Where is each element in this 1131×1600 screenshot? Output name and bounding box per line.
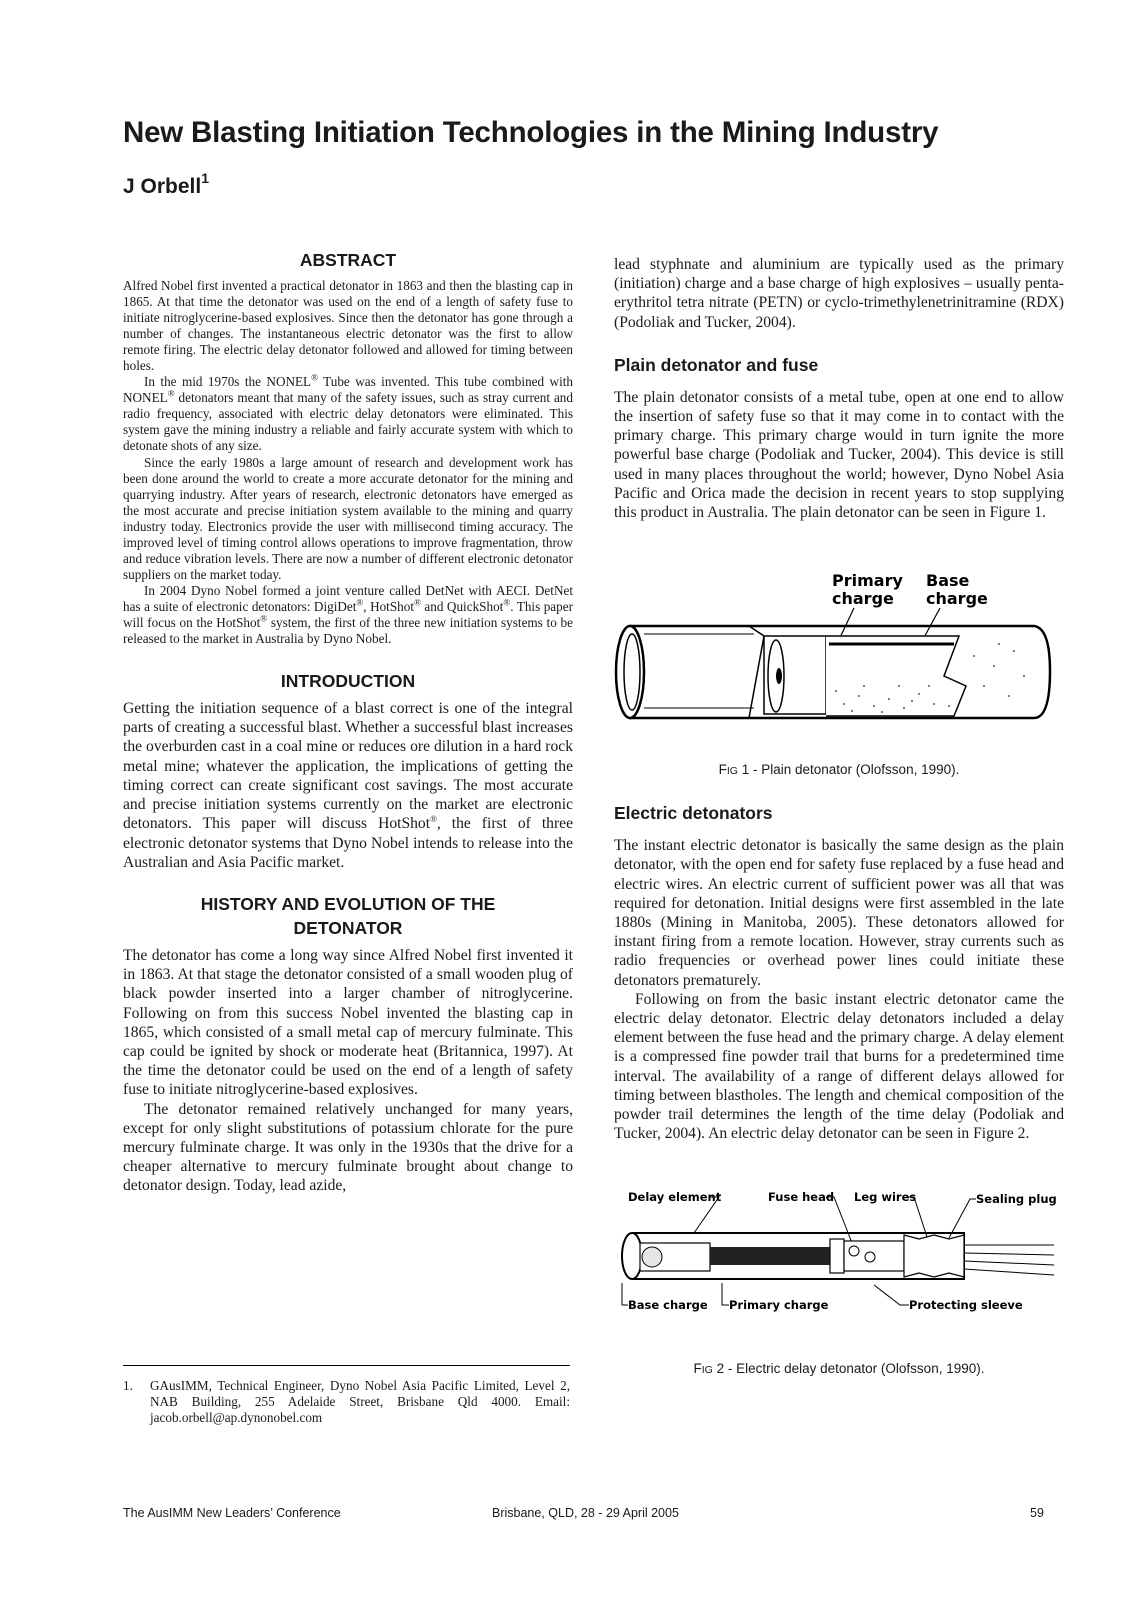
abstract-paragraph: In the mid 1970s the NONEL® Tube was invented. This tube combined with NONEL® detonators meant that many of the safety issues, such as stray current and radio frequency, associated with electric delay detonators were eliminated. This system gave the mining industry a reliable and fairly accurate system with which to detonate shots of any size. (123, 372, 573, 454)
plain-detonator-heading: Plain detonator and fuse (614, 354, 819, 375)
author-line (123, 172, 209, 199)
registered-mark: ® (414, 597, 421, 608)
registered-mark: ® (311, 372, 318, 383)
figure-1 (614, 536, 1064, 784)
left-column (123, 248, 573, 1196)
electric-detonators-paragraph: Following on from the basic instant electric detonator came the electric delay detonator. Electric delay detonators included a delay element between the fuse head and the primary charge. A delay element is a compressed fine powder trail that burns for a predetermined time interval. The availability of a range of different delays allowed for timing between blastholes. The length and chemical composition of the powder trail determines the length of the time delay (Podoliak and Tucker, 2004). An electric delay detonator can be seen in Figure 2. (614, 990, 1064, 1143)
abstract-paragraph: Alfred Nobel first invented a practical detonator in 1863 and then the blasting cap in 1865. At that time the detonator was used on the end of a length of safety fuse to initiate nitroglycerine-based explosives. Since then the detonator has gone through a number of changes. The instantaneous electric detonator was the first to allow remote firing. The electric delay detonator followed and allowed for timing between holes. (123, 278, 573, 374)
figure-1-caption: FIG 1 - Plain detonator (Olofsson, 1990). (718, 762, 960, 778)
author-affiliation-mark: 1 (201, 170, 209, 186)
figure1-label-base: Base (926, 571, 970, 591)
introduction-section (123, 669, 573, 872)
figure1-label-base: charge (926, 589, 988, 609)
footer-conference: The AusIMM New Leaders’ Conference (123, 1506, 341, 1520)
history-paragraph-continued: lead styphnate and aluminium are typically used as the primary (initiation) charge and a base charge of high explosives – usually penta-erythritol tetra nitrate (PETN) or cyclo-trimethylenetrinitramine (RDX) (Podoliak and Tucker, 2004). (614, 256, 1064, 331)
footnote-text: GAusIMM, Technical Engineer, Dyno Nobel Asia Pacific Limited, Level 2, NAB Building, 255 Adelaide Street, Brisbane Qld 4000. Email: jacob.orbell@ap.dynonobel.com (150, 1378, 570, 1426)
author-name: J Orbell (123, 175, 202, 198)
figure-2 (614, 1183, 1064, 1393)
footer-page-number: 59 (1030, 1506, 1044, 1520)
registered-mark: ® (260, 613, 268, 624)
plain-detonator-illustration (614, 536, 1064, 766)
figure2-label-sleeve: Protecting sleeve (909, 1298, 1023, 1313)
registered-mark: ® (167, 388, 175, 399)
registered-mark: ® (430, 814, 437, 825)
figure2-label-legwires: Leg wires (854, 1190, 917, 1205)
history-paragraph: The detonator has come a long way since Alfred Nobel first invented it in 1863. At that stage the detonator consisted of a small wooden plug of black powder inserted into a larger chamber of nitroglycerine. Following on from this success Nobel invented the blasting cap in 1865, which consisted of a small metal cap of mercury fulminate. This cap could be ignited by shock or moderate heat (Britannica, 1997). At the time the detonator could be used on the end of a length of safety fuse to initiate nitroglycerine-based explosives. (123, 946, 573, 1099)
right-column (614, 255, 1064, 1393)
history-section (123, 892, 573, 1196)
electric-delay-detonator-illustration (614, 1183, 1064, 1358)
figure2-label-primary: Primary charge (729, 1298, 829, 1313)
footnote-rule (123, 1365, 570, 1366)
introduction-paragraph: Getting the initiation sequence of a blast correct is one of the integral parts of creating a successful blast. Whether a successful blast increases the overburden cast in a coal mine or reduces ore dilution in a hard rock metal mine; whatever the application, the implications of getting the timing correct can create significant cost savings. The most accurate and precise initiation systems currently on the market are electronic detonators. This paper will discuss HotShot®, the first of three electronic detonator systems that Dyno Nobel intends to release into the Australian and Asia Pacific market. (123, 700, 573, 871)
figure1-label-primary: charge (832, 589, 894, 609)
abstract-section (123, 248, 573, 647)
footnote (123, 1378, 570, 1427)
figure1-label-primary: Primary (832, 571, 903, 591)
registered-mark: ® (356, 597, 364, 608)
history-paragraph: The detonator remained relatively unchanged for many years, except for only slight substitutions of potassium chlorate for the pure mercury fulminate charge. It was only in the 1930s that the drive for a cheaper alternative to mercury fulminate brought about change to detonator design. Today, lead azide, (123, 1100, 573, 1195)
abstract-heading: ABSTRACT (299, 250, 397, 270)
electric-detonators-paragraph: The instant electric detonator is basically the same design as the plain detonator, with the open end for safety fuse replaced by a fuse head and electric wires. An electric current of sufficient power was all that was required for detonation. Initial designs were first assembled in the late 1880s (Mining in Manitoba, 2005). These detonators allowed for instant firing from a remote location. However, stray currents such as radio frequencies or overhead power lines could initiate these detonators prematurely. (614, 837, 1064, 989)
footnote-number: 1. (123, 1378, 133, 1393)
abstract-paragraph: In 2004 Dyno Nobel formed a joint venture called DetNet with AECI. DetNet has a suite of electronic detonators: DigiDet®, HotShot® and QuickShot®. This paper will focus on the HotShot® system, the first of the three new initiation systems to be released to the market in Australia by Dyno Nobel. (123, 582, 573, 647)
figure2-label-delay: Delay element (628, 1190, 722, 1205)
paper-title: New Blasting Initiation Technologies in the Mining Industry (123, 116, 939, 149)
figure2-label-fusehead: Fuse head (768, 1190, 835, 1205)
history-heading: HISTORY AND EVOLUTION OF THE DETONATOR (200, 893, 496, 938)
figure2-label-sealing: Sealing plug (976, 1192, 1057, 1207)
abstract-paragraph: Since the early 1980s a large amount of research and development work has been done around the world to create a more accurate detonator for the mining and quarrying industry. After years of research, electronic detonators have emerged as the most accurate and precise initiation system available to the mining and quarry industry today. Electronics provide the user with millisecond timing accuracy. The improved level of timing control allows operations to improve fragmentation, throw and reduce vibration levels. There are now a number of different electronic detonator suppliers on the market today. (123, 454, 573, 582)
registered-mark: ® (503, 597, 511, 608)
footer-location-date: Brisbane, QLD, 28 - 29 April 2005 (492, 1506, 679, 1520)
introduction-heading: INTRODUCTION (280, 671, 416, 692)
figure2-label-base: Base charge (628, 1298, 708, 1313)
plain-detonator-paragraph: The plain detonator consists of a metal tube, open at one end to allow the insertion of safety fuse so that it may come in to contact with the primary charge. This primary charge would in turn ignite the more powerful base charge (Podoliak and Tucker, 2004). This device is still used in many places throughout the world; however, Dyno Nobel Asia Pacific and Orica made the decision in recent years to stop supplying this product in Australia. The plain detonator can be seen in Figure 1. (614, 388, 1064, 522)
electric-detonators-heading: Electric detonators (614, 803, 773, 824)
figure-2-caption: FIG 2 - Electric delay detonator (Olofsson, 1990). (693, 1361, 985, 1377)
